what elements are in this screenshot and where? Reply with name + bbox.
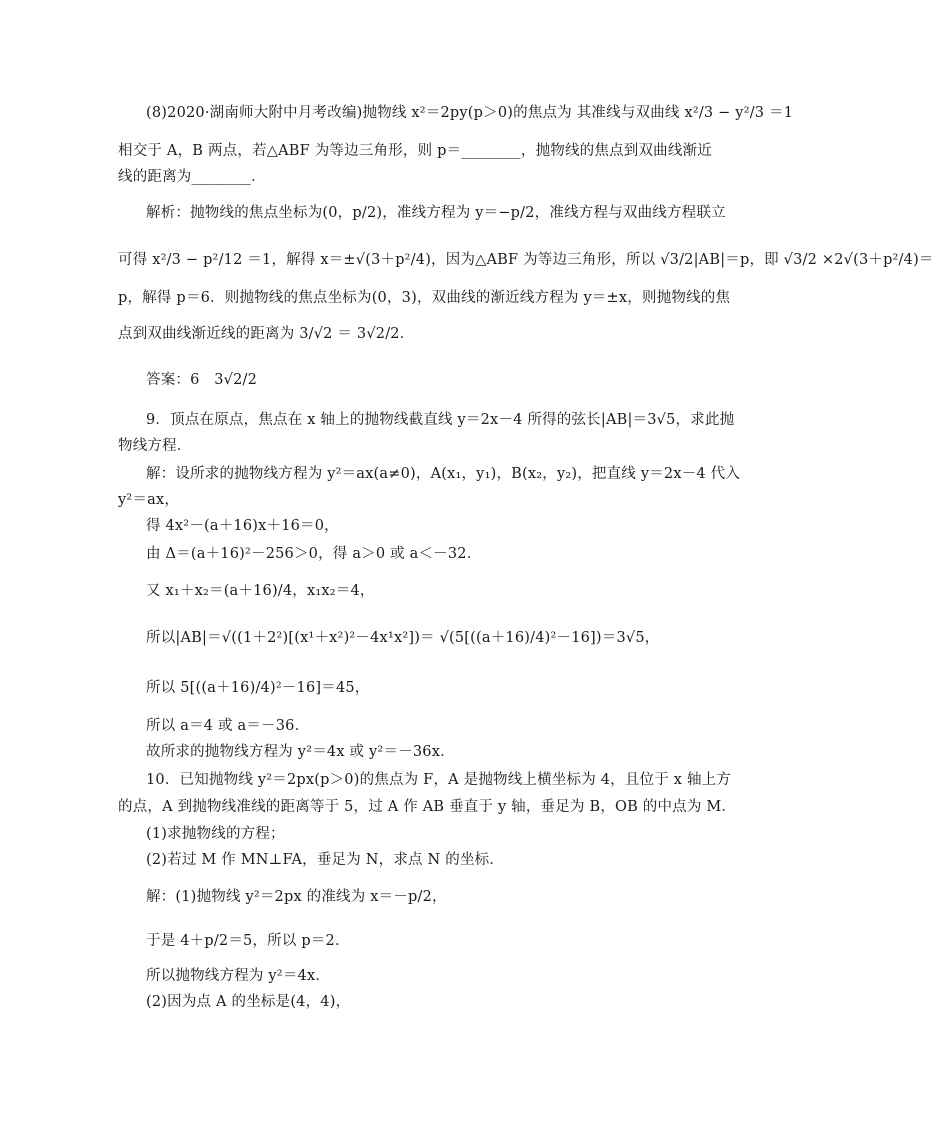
solution-9-line-8: 所以 a＝4 或 a＝－36． [146, 718, 310, 734]
solution-9-line-7: 所以 5[((a＋16)/4)²－16]＝45， [146, 680, 370, 696]
problem-9-line-1: 9．顶点在原点，焦点在 x 轴上的抛物线截直线 y＝2x－4 所得的弦长|AB|＝3√5，求此抛 [146, 412, 735, 428]
solution-8-line-1: 解析：抛物线的焦点坐标为(0，p/2)，准线方程为 y＝−p/2，准线方程与双曲线方程联立 [146, 205, 726, 221]
solution-9-line-1: 解：设所求的抛物线方程为 y²＝ax(a≠0)，A(x₁，y₁)，B(x₂，y₂)，把直线 y＝2x－4 代入 [146, 466, 741, 482]
problem-10-line-2: 的点，A 到抛物线准线的距离等于 5，过 A 作 AB 垂直于 y 轴，垂足为 B，OB 的中点为 M． [118, 799, 737, 815]
problem-10-line-1: 10．已知抛物线 y²＝2px(p＞0)的焦点为 F，A 是抛物线上横坐标为 4，且位于 x 轴上方 [146, 772, 732, 788]
solution-9-line-4: 由 Δ＝(a＋16)²－256＞0，得 a＞0 或 a＜－32． [146, 546, 482, 562]
problem-10-part-2: (2)若过 M 作 MN⊥FA，垂足为 N，求点 N 的坐标． [146, 852, 505, 868]
solution-9-line-3: 得 4x²－(a＋16)x＋16＝0， [146, 518, 339, 534]
solution-9-line-6: 所以|AB|＝√((1＋2²)[(x¹＋x²)²－4x¹x²])＝ √(5[((a＋16)/4)²－16])＝3√5， [146, 630, 660, 646]
problem-9-line-2: 物线方程． [118, 438, 192, 454]
problem-10-part-1: (1)求抛物线的方程； [146, 826, 285, 842]
solution-8-line-3: p，解得 p＝6．则抛物线的焦点坐标为(0，3)，双曲线的渐近线方程为 y＝±x，则抛物线的焦 [118, 290, 731, 306]
solution-9-line-5: 又 x₁＋x₂＝(a＋16)/4，x₁x₂＝4， [146, 583, 375, 599]
solution-9-line-9: 故所求的抛物线方程为 y²＝4x 或 y²＝－36x． [146, 744, 455, 760]
problem-8-line-2: 相交于 A，B 两点，若△ABF 为等边三角形，则 p＝________，抛物线的焦点到双曲线渐近 [118, 143, 712, 159]
solution-10-line-3: 所以抛物线方程为 y²＝4x． [146, 968, 331, 984]
problem-8-line-3: 线的距离为________． [118, 169, 266, 185]
solution-8-line-2: 可得 x²/3 − p²/12 ＝1，解得 x＝±√(3＋p²/4)，因为△ABF 为等边三角形，所以 √3/2|AB|＝p，即 √3/2 ×2√(3＋p²/4)＝ [118, 252, 934, 268]
solution-10-line-1: 解：(1)抛物线 y²＝2px 的准线为 x＝－p/2， [146, 889, 447, 905]
solution-8-line-4: 点到双曲线渐近线的距离为 3/√2 ＝ 3√2/2． [118, 326, 415, 342]
answer-8: 答案：6 3√2/2 [146, 372, 258, 388]
solution-10-line-4: (2)因为点 A 的坐标是(4，4)， [146, 994, 351, 1010]
problem-8-line-1: (8)2020·湖南师大附中月考改编)抛物线 x²＝2py(p＞0)的焦点为 其准线与双曲线 x²/3 − y²/3 ＝1 [146, 105, 794, 121]
solution-9-line-2: y²＝ax， [118, 492, 180, 508]
solution-10-line-2: 于是 4＋p/2＝5，所以 p＝2． [146, 933, 350, 949]
